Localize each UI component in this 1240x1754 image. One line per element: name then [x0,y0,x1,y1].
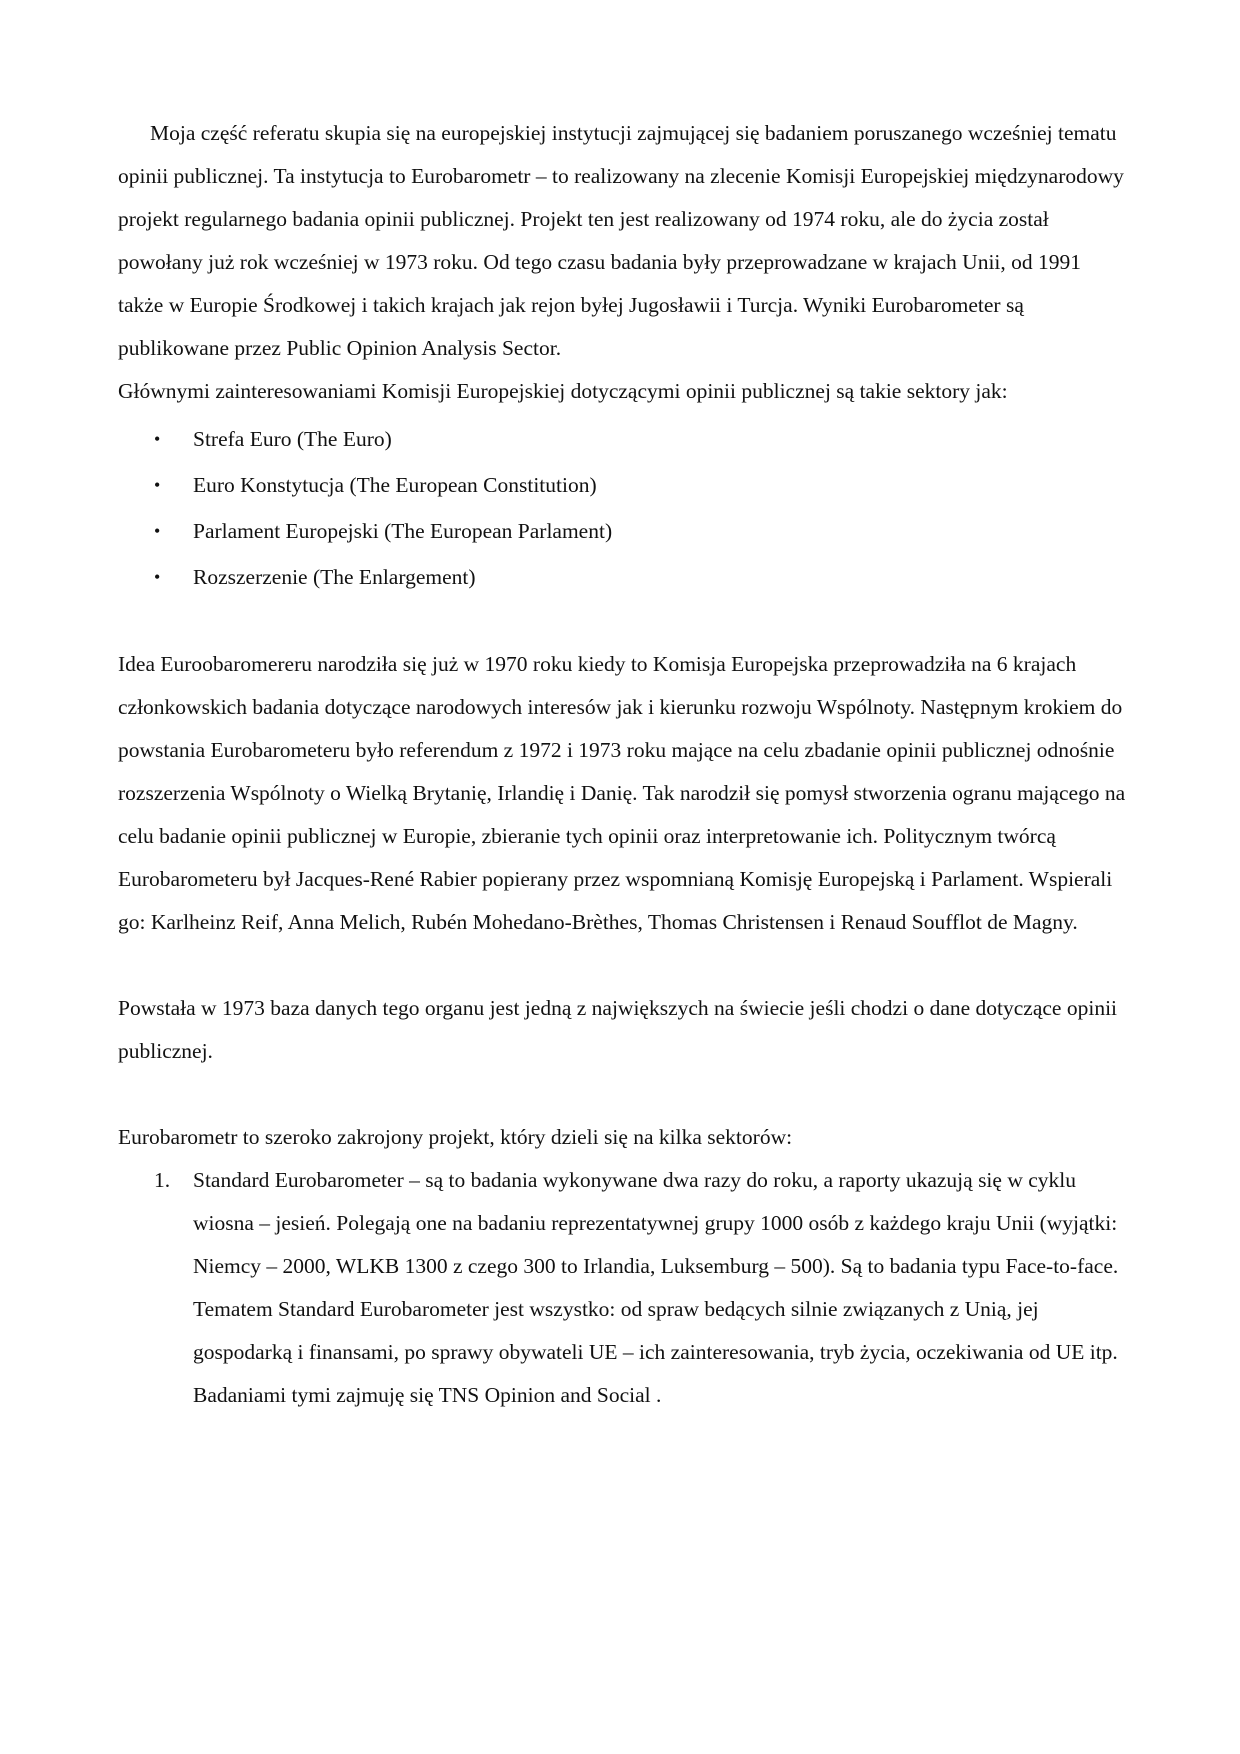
database-paragraph: Powstała w 1973 baza danych tego organu jest jedną z największych na świecie jeśli chodzi o dane dotyczące opinii publicznej. [118,996,1118,1063]
list-item-number: 1. [154,1168,171,1192]
list-item [118,462,1128,508]
sectors-intro-paragraph: Głównymi zainteresowaniami Komisji Europejskiej dotyczącymi opinii publicznej są takie sektory jak: [118,379,1008,403]
list-item-text: Parlament Europejski (The European Parlament) [193,519,613,543]
sectors-numbered-list [118,1159,1128,1417]
intro-paragraph: Moja część referatu skupia się na europejskiej instytucji zajmującej się badaniem poruszanego wcześniej tematu opinii publicznej. Ta instytucja to Eurobarometr – to realizowany na zlecenie Komisji Europejskiej międzynarodowy projekt regularnego badania opinii publicznej. Projekt ten jest realizowany od 1974 roku, ale do życia został powołany już rok wcześniej w 1973 roku. Od tego czasu badania były przeprowadzane w krajach Unii, od 1991 także w Europie Środkowej i takich krajach jak rejon byłej Jugosławii i Turcja. Wyniki Eurobarometer są publikowane przez Public Opinion Analysis Sector. [118,121,1124,360]
list-item [118,1159,1128,1417]
list-item-text: Rozszerzenie (The Enlargement) [193,565,476,589]
list-item-text: Standard Eurobarometer – są to badania wykonywane dwa razy do roku, a raporty ukazują się w cyklu wiosna – jesień. Polegają one na badaniu reprezentatywnej grupy 1000 osób z każdego kraju Unii (wyjątki: Niemcy – 2000, WLKB 1300 z czego 300 to Irlandia, Luksemburg – 500). Są to badania typu Face-to-face. Tematem Standard Eurobarometer jest wszystko: od spraw bedących silnie związanych z Unią, jej gospodarką i finansami, po sprawy obywateli UE – ich zainteresowania, tryb życia, oczekiwania od UE itp. Badaniami tymi zajmuję się TNS Opinion and Social . [193,1168,1119,1407]
sectors-overview-paragraph: Eurobarometr to szeroko zakrojony projekt, który dzieli się na kilka sektorów: [118,1125,793,1149]
list-item [118,416,1128,462]
bullet-icon: • [154,521,161,541]
sectors-bullet-list [118,416,1128,600]
bullet-icon: • [154,475,161,495]
bullet-icon: • [154,567,161,587]
list-item [118,554,1128,600]
list-item-text: Strefa Euro (The Euro) [193,427,392,451]
list-item-text: Euro Konstytucja (The European Constitution) [193,473,597,497]
bullet-icon: • [154,429,161,449]
history-paragraph: Idea Euroobaromereru narodziła się już w 1970 roku kiedy to Komisja Europejska przeprowadziła na 6 krajach członkowskich badania dotyczące narodowych interesów jak i kierunku rozwoju Wspólnoty. Następnym krokiem do powstania Eurobarometeru było referendum z 1972 i 1973 roku mające na celu zbadanie opinii publicznej odnośnie rozszerzenia Wspólnoty o Wielką Brytanię, Irlandię i Danię. Tak narodził się pomysł stworzenia ogranu mającego na celu badanie opinii publicznej w Europie, zbieranie tych opinii oraz interpretowanie ich. Politycznym twórcą Eurobarometeru był Jacques-René Rabier popierany przez wspomnianą Komisję Europejską i Parlament. Wspierali go: Karlheinz Reif, Anna Melich, Rubén Mohedano-Brèthes, Thomas Christensen i Renaud Soufflot de Magny. [118,652,1126,934]
list-item [118,508,1128,554]
document-page [118,112,1128,1417]
